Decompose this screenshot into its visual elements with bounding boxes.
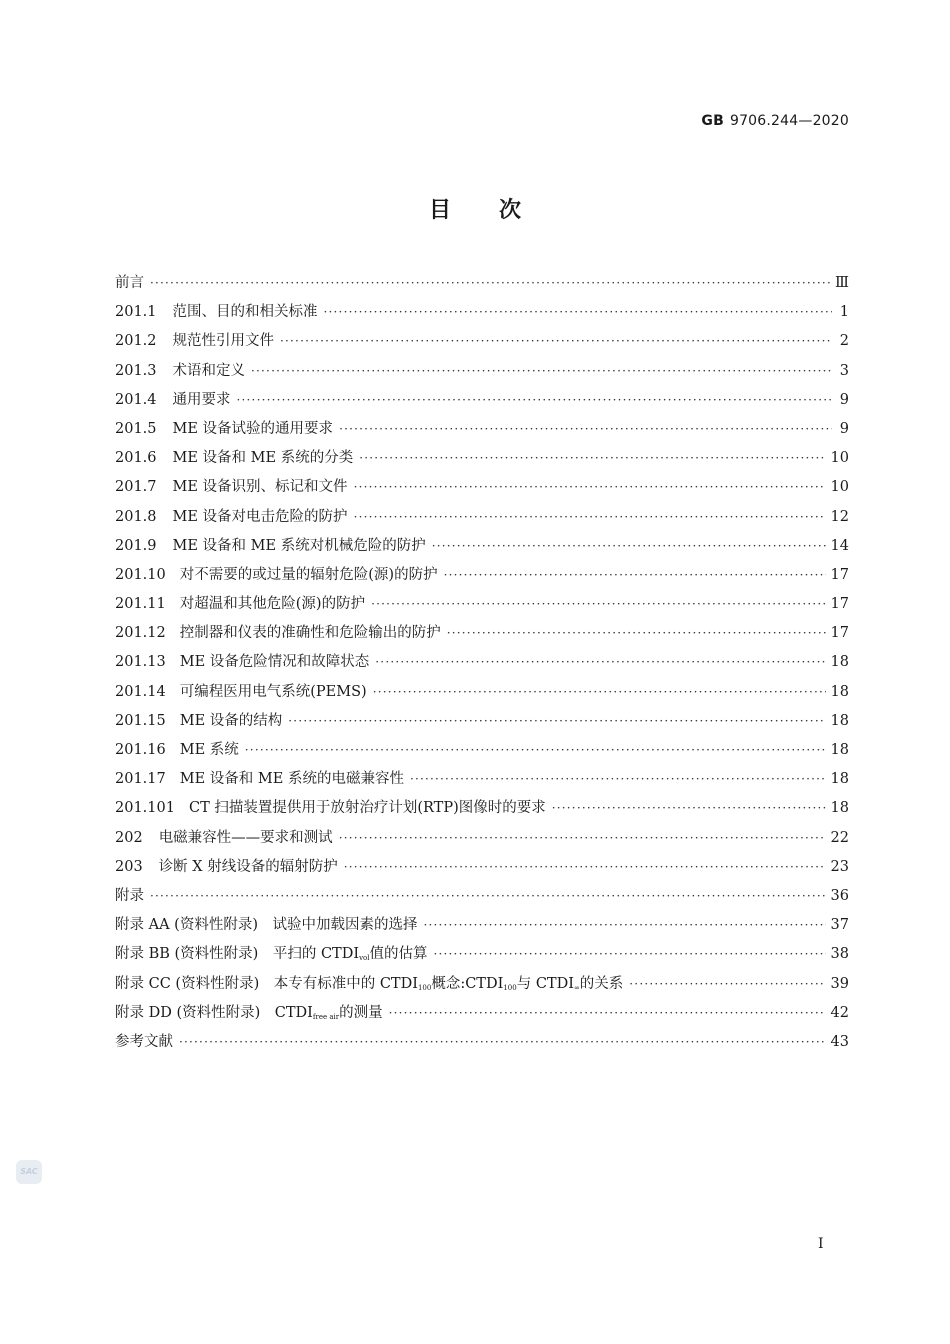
- toc-page: 17: [830, 596, 849, 613]
- subscript: 100: [503, 983, 517, 992]
- toc-page: 42: [830, 1004, 849, 1021]
- toc-entry-annex-aa[interactable]: [115, 913, 849, 942]
- title-text: 值的估算: [369, 946, 428, 963]
- toc-number: 201.11: [115, 596, 166, 613]
- toc-entry[interactable]: [115, 621, 849, 650]
- toc-number: 202: [115, 829, 143, 846]
- toc-leader: [389, 1006, 826, 1020]
- toc-entry[interactable]: [115, 475, 849, 504]
- toc-leader: [339, 831, 826, 845]
- toc-page: 22: [830, 829, 849, 846]
- toc-page: 2: [839, 333, 849, 350]
- toc-leader: [344, 860, 826, 874]
- toc-leader: [354, 510, 826, 524]
- toc-page: 10: [830, 479, 849, 496]
- toc-title: 附录 AA (资料性附录) 试验中加载因素的选择: [115, 917, 418, 934]
- toc-title: 通用要求: [172, 391, 231, 408]
- toc-title: 电磁兼容性——要求和测试: [158, 829, 333, 846]
- toc-leader: [371, 597, 825, 611]
- toc-leader: [280, 334, 832, 348]
- toc-leader: [447, 626, 826, 640]
- toc-leader: [150, 889, 826, 903]
- toc-entry[interactable]: [115, 446, 849, 475]
- toc-title: ME 设备试验的通用要求: [172, 420, 334, 437]
- toc-entry[interactable]: [115, 796, 849, 825]
- subscript: ∞: [573, 983, 580, 992]
- toc-entry[interactable]: [115, 592, 849, 621]
- standard-prefix: GB: [701, 113, 724, 129]
- title-text: 的测量: [339, 1004, 383, 1021]
- toc-entry[interactable]: [115, 767, 849, 796]
- toc-title: 前言: [115, 275, 144, 291]
- subscript: free air: [312, 1012, 340, 1021]
- toc-title: ME 设备识别、标记和文件: [172, 479, 348, 496]
- toc-title: [115, 1001, 383, 1022]
- toc-number: 201.7: [115, 479, 157, 496]
- toc-title: 可编程医用电气系统(PEMS): [179, 683, 367, 700]
- toc-page: 17: [830, 566, 849, 583]
- toc-entry[interactable]: [115, 417, 849, 446]
- toc-entry[interactable]: [115, 534, 849, 563]
- toc-number: 201.14: [115, 683, 166, 700]
- toc-leader: [373, 685, 826, 699]
- toc-entry[interactable]: [115, 709, 849, 738]
- toc-title: 对不需要的或过量的辐射危险(源)的防护: [179, 566, 438, 583]
- toc-entry-annex[interactable]: [115, 884, 849, 913]
- toc-page: 14: [830, 537, 849, 554]
- toc-number: 201.9: [115, 537, 157, 554]
- toc-title: 参考文献: [115, 1033, 173, 1050]
- toc-leader: [288, 714, 825, 728]
- toc-title: 附录: [115, 887, 144, 904]
- toc-entry[interactable]: [115, 826, 849, 855]
- toc-title: ME 设备危险情况和故障状态: [179, 654, 370, 671]
- toc-page: 3: [839, 362, 849, 379]
- toc-page: 12: [830, 508, 849, 525]
- toc-number: 201.5: [115, 420, 157, 437]
- toc-leader: [629, 977, 825, 991]
- toc-entry[interactable]: [115, 650, 849, 679]
- toc-entry[interactable]: [115, 329, 849, 358]
- toc-title: 诊断 X 射线设备的辐射防护: [158, 858, 338, 875]
- toc-entry-annex-bb[interactable]: [115, 942, 849, 971]
- toc-entry[interactable]: [115, 388, 849, 417]
- toc-number: 201.15: [115, 712, 166, 729]
- toc-page: 37: [830, 917, 849, 934]
- title-char-1: 目: [428, 198, 451, 223]
- toc-number: 201.6: [115, 450, 157, 467]
- toc-leader: [251, 364, 832, 378]
- toc-title: 规范性引用文件: [172, 333, 275, 350]
- toc-entry[interactable]: [115, 680, 849, 709]
- toc-leader: [339, 422, 832, 436]
- toc-entry[interactable]: [115, 505, 849, 534]
- toc-entry[interactable]: [115, 359, 849, 388]
- toc-leader: [423, 918, 825, 932]
- toc-title: 控制器和仪表的准确性和危险输出的防护: [179, 625, 441, 642]
- title-char-2: 次: [499, 198, 522, 223]
- toc-title: 术语和定义: [172, 362, 246, 379]
- toc-leader: [375, 655, 825, 669]
- toc-title: [115, 942, 428, 963]
- toc-number: 201.2: [115, 333, 157, 350]
- toc-number: 201.17: [115, 771, 166, 788]
- toc-title: ME 设备和 ME 系统对机械危险的防护: [172, 537, 426, 554]
- title-text: 的关系: [579, 975, 624, 992]
- toc-page: 18: [830, 800, 849, 817]
- toc-leader: [359, 451, 825, 465]
- toc-page: 36: [830, 887, 849, 904]
- title-text: 附录 DD (资料性附录) CTDI: [115, 1004, 313, 1021]
- toc-entry-foreword[interactable]: [115, 271, 849, 300]
- toc-leader: [444, 568, 826, 582]
- toc-page: 38: [830, 946, 849, 963]
- toc-entry[interactable]: [115, 563, 849, 592]
- toc-title: ME 设备和 ME 系统的电磁兼容性: [179, 771, 404, 788]
- subscript: vol: [359, 954, 370, 963]
- toc-number: 201.12: [115, 625, 166, 642]
- toc-leader: [179, 1035, 826, 1049]
- toc-number: 201.16: [115, 742, 166, 758]
- title-text: 附录 CC (资料性附录) 本专有标准中的 CTDI: [115, 975, 418, 992]
- toc-title: 对超温和其他危险(源)的防护: [179, 596, 366, 613]
- title-text: 附录 BB (资料性附录) 平扫的 CTDI: [115, 946, 360, 963]
- toc-entry-annex-dd[interactable]: [115, 1001, 849, 1030]
- toc-page: 17: [830, 625, 849, 642]
- toc-page: 9: [839, 420, 849, 437]
- toc-entry[interactable]: [115, 855, 849, 884]
- toc-page: Ⅲ: [835, 275, 849, 291]
- subscript: 100: [417, 983, 432, 992]
- toc-page: 10: [830, 450, 849, 467]
- toc-page: 18: [830, 683, 849, 700]
- page-number: I: [818, 1236, 824, 1252]
- toc-number: 203: [115, 858, 143, 875]
- toc-title: ME 设备的结构: [179, 712, 283, 729]
- toc-leader: [245, 743, 826, 757]
- toc-title: [115, 972, 623, 993]
- toc-title: CT 扫描装置提供用于放射治疗计划(RTP)图像时的要求: [188, 800, 546, 817]
- toc-entry-annex-cc[interactable]: [115, 972, 849, 1001]
- toc-page: 9: [839, 391, 849, 408]
- toc-leader: [410, 772, 826, 786]
- toc-number: 201.10: [115, 566, 166, 583]
- toc-number: 201.1: [115, 304, 157, 321]
- toc-leader: [434, 947, 826, 961]
- toc-number: 201.101: [115, 800, 175, 817]
- toc-page: 18: [830, 742, 849, 758]
- title-text: 概念:CTDI: [431, 975, 504, 992]
- toc-leader: [150, 276, 830, 290]
- standard-number: [701, 113, 849, 129]
- toc-title: ME 设备和 ME 系统的分类: [172, 450, 354, 467]
- toc-number: 201.3: [115, 362, 157, 379]
- title-text: 与 CTDI: [516, 975, 574, 992]
- toc-page: 1: [839, 304, 849, 321]
- toc-entry-bibliography[interactable]: [115, 1030, 849, 1059]
- toc-leader: [237, 393, 832, 407]
- toc-page: 18: [830, 771, 849, 788]
- toc-leader: [354, 480, 826, 494]
- toc-number: 201.4: [115, 391, 157, 408]
- toc-number: 201.8: [115, 508, 157, 525]
- toc-page: 43: [830, 1033, 849, 1050]
- toc-entry[interactable]: [115, 738, 849, 767]
- table-of-contents: [115, 271, 849, 1059]
- toc-page: 18: [830, 654, 849, 671]
- page-title: [0, 193, 950, 224]
- toc-leader: [324, 305, 832, 319]
- toc-title: ME 系统: [179, 742, 239, 758]
- toc-page: 39: [830, 975, 849, 992]
- toc-entry[interactable]: [115, 300, 849, 329]
- toc-title: 范围、目的和相关标准: [172, 304, 318, 321]
- toc-leader: [432, 539, 826, 553]
- toc-title: ME 设备对电击危险的防护: [172, 508, 348, 525]
- toc-page: 23: [830, 858, 849, 875]
- toc-number: 201.13: [115, 654, 166, 671]
- standard-code: 9706.244—2020: [729, 113, 849, 129]
- sac-stamp-logo: SAC: [16, 1160, 42, 1184]
- toc-page: 18: [830, 712, 849, 729]
- toc-leader: [552, 801, 826, 815]
